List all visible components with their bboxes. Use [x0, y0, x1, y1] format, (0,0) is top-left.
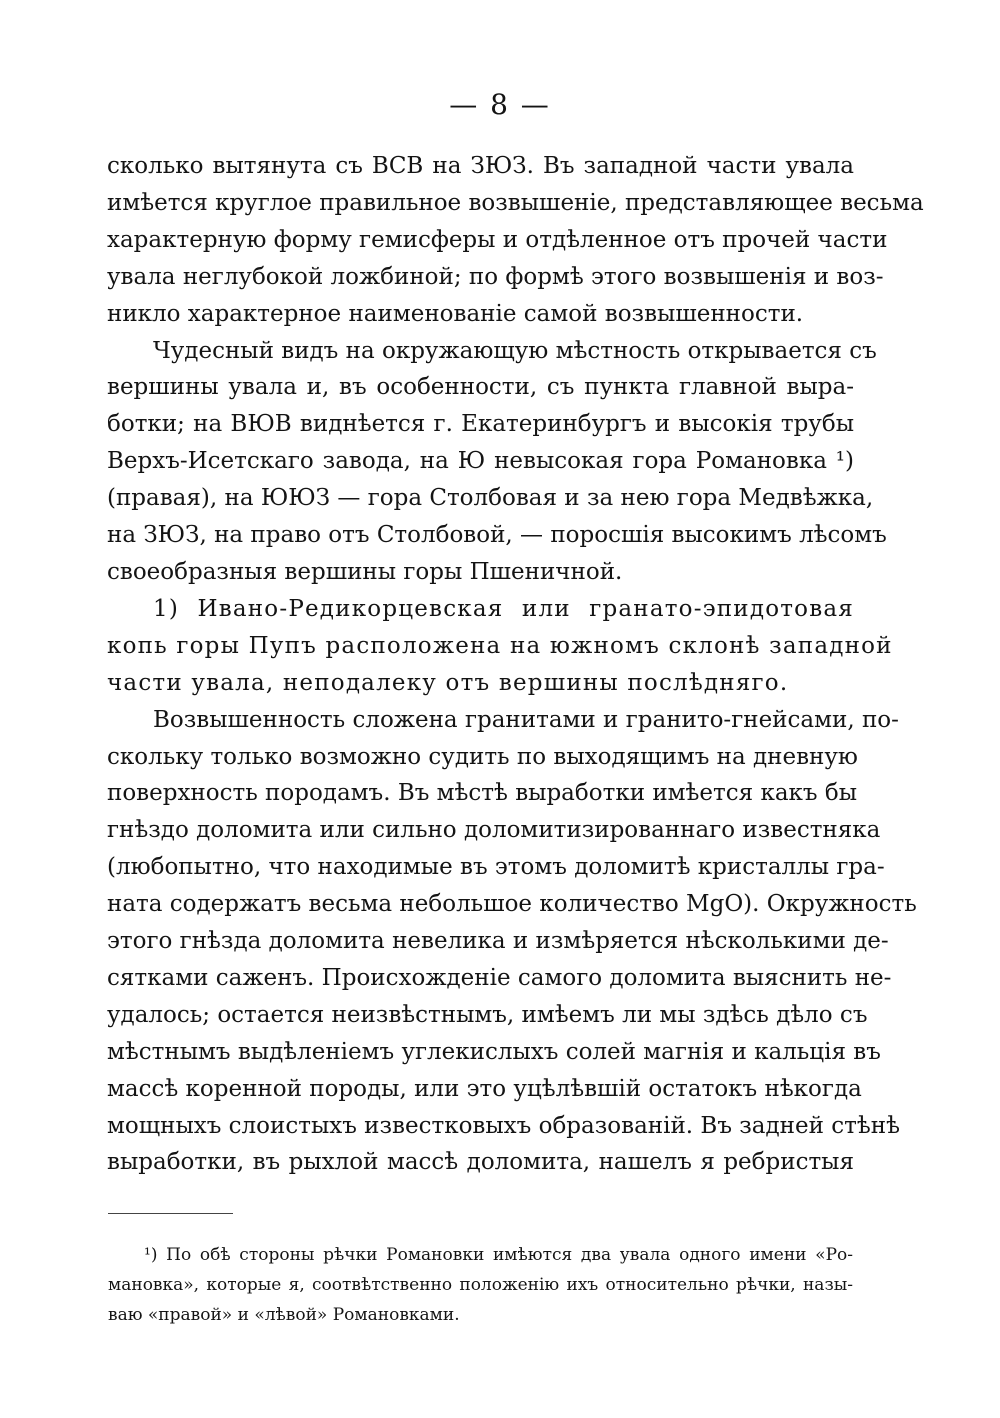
- text-line: поверхность породамъ. Въ мѣстѣ выработки имѣется какъ бы: [107, 780, 858, 807]
- footnote-line: ¹) По обѣ стороны рѣчки Романовки имѣются два увала одного имени «Ро-: [144, 1245, 853, 1265]
- text-line: массѣ коренной породы, или это уцѣлѣвшій остатокъ нѣкогда: [107, 1075, 862, 1102]
- text-line: части увала, неподалеку отъ вершины послѣдняго.: [107, 669, 789, 696]
- text-line: Возвышенность сложена гранитами и гранито-гнейсами, по-: [153, 706, 899, 733]
- text-line: Чудесный видъ на окружающую мѣстность открывается съ: [153, 337, 877, 364]
- text-line: мѣстнымъ выдѣленіемъ углекислыхъ солей магнія и кальція въ: [107, 1038, 881, 1065]
- text-line: скольку только возможно судить по выходящимъ на дневную: [107, 743, 858, 770]
- paragraph-numbered-mine: [107, 591, 893, 702]
- text-line: 1) Ивано-Редикорцевская или гранато-эпидотовая: [153, 595, 854, 622]
- text-line: выработки, въ рыхлой массѣ доломита, нашелъ я ребристыя: [107, 1149, 854, 1176]
- text-line: (правая), на ЮЮЗ — гора Столбовая и за нею гора Медвѣжка,: [107, 485, 874, 512]
- text-line: увала неглубокой ложбиной; по формѣ этого возвышенія и воз-: [107, 263, 884, 290]
- footnote-line: ваю «правой» и «лѣвой» Романовками.: [108, 1305, 460, 1325]
- text-line: гнѣздо доломита или сильно доломитизированнаго известняка: [107, 817, 881, 844]
- text-line: Верхъ-Исетскаго завода, на Ю невысокая гора Романовка ¹): [107, 448, 854, 475]
- text-line: вершины увала и, въ особенности, съ пункта главной выра-: [107, 374, 854, 401]
- paragraph-geology: [107, 702, 917, 1182]
- paragraph-continuation: [107, 148, 924, 333]
- footnote: [108, 1240, 853, 1330]
- footnote-line: мановка», которые я, соотвѣтственно положенію ихъ относительно рѣчки, назы-: [108, 1275, 853, 1295]
- text-line: (любопытно, что находимые въ этомъ доломитѣ кристаллы гра-: [107, 854, 885, 881]
- text-line: на ЗЮЗ, на право отъ Столбовой, — поросшія высокимъ лѣсомъ: [107, 522, 887, 549]
- text-line: этого гнѣзда доломита невелика и измѣряется нѣсколькими де-: [107, 928, 889, 955]
- paragraph-view: [107, 333, 887, 591]
- body-text: [107, 148, 924, 1181]
- text-line: ната содержатъ весьма небольшое количество MgO). Окружность: [107, 891, 917, 918]
- text-line: никло характерное наименованіе самой возвышенности.: [107, 300, 804, 327]
- text-line: своеобразныя вершины горы Пшеничной.: [107, 558, 623, 585]
- text-line: удалось; остается неизвѣстнымъ, имѣемъ ли мы здѣсь дѣло съ: [107, 1001, 868, 1028]
- text-line: сятками саженъ. Происхожденіе самого доломита выяснить не-: [107, 964, 892, 991]
- text-line: характерную форму гемисферы и отдѣленное отъ прочей части: [107, 226, 888, 253]
- page-number: — 8 —: [449, 88, 551, 121]
- text-line: ботки; на ВЮВ виднѣется г. Екатеринбургъ и высокія трубы: [107, 411, 854, 438]
- footnote-divider: [108, 1213, 233, 1214]
- text-line: имѣется круглое правильное возвышеніе, представляющее весьма: [107, 189, 924, 216]
- text-line: копь горы Пупъ расположена на южномъ склонѣ западной: [107, 632, 893, 659]
- text-line: мощныхъ слоистыхъ известковыхъ образованій. Въ задней стѣнѣ: [107, 1112, 900, 1139]
- text-line: сколько вытянута съ ВСВ на ЗЮЗ. Въ западной части увала: [107, 153, 854, 179]
